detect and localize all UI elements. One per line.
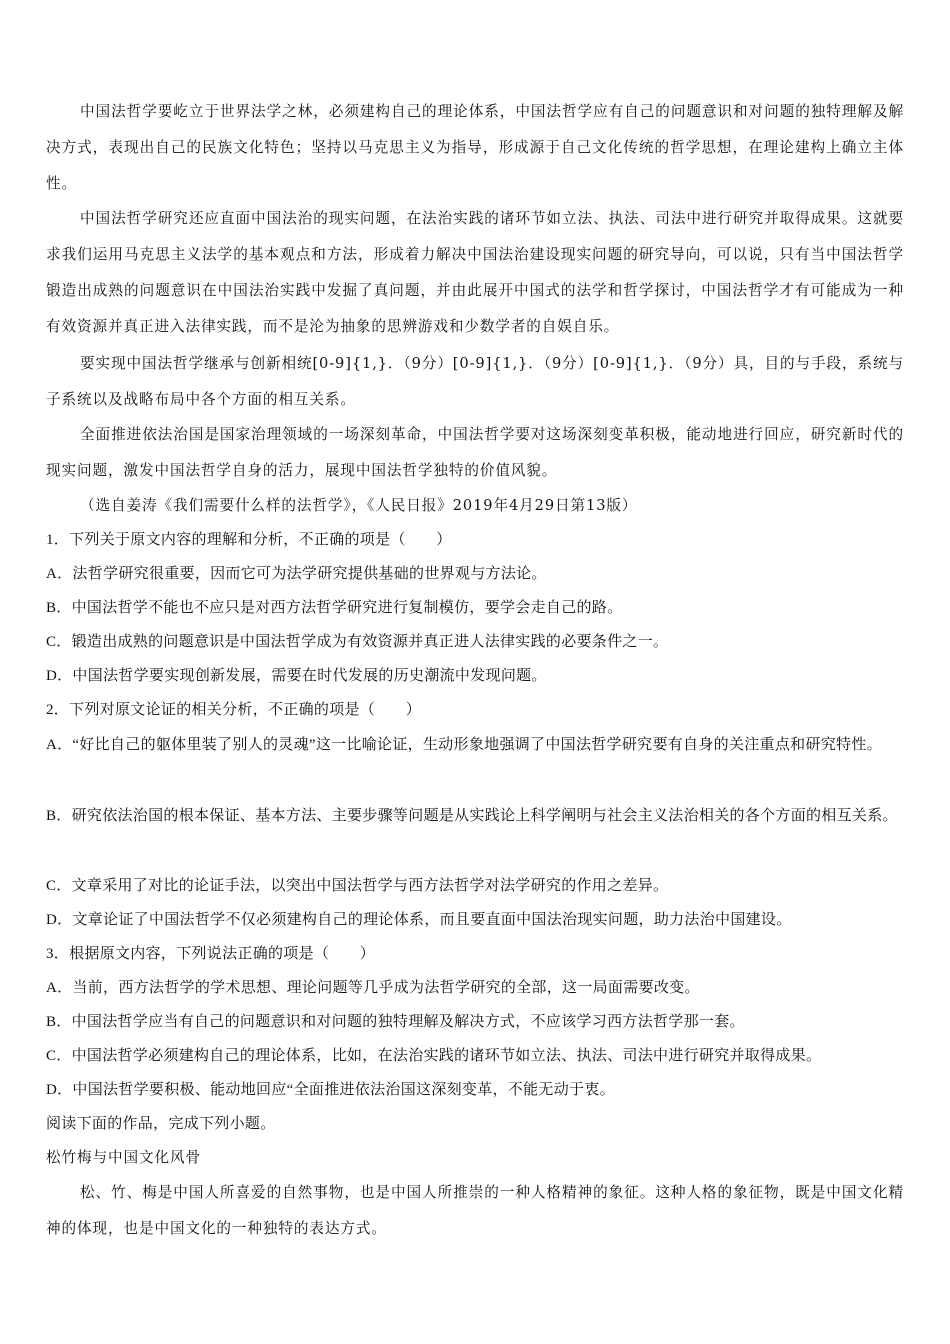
passage-source: （选自姜涛《我们需要什么样的法哲学》，《人民日报》2019年4月29日第13版）	[80, 497, 638, 514]
question-2-option-b: B．研究依法治国的根本保证、基本方法、主要步骤等问题是从实践论上科学阐明与社会主义法治相关的各个方面的相互关系。	[46, 808, 898, 824]
passage-paragraph-2: 中国法哲学研究还应直面中国法治的现实问题，在法治实践的诸环节如立法、执法、司法中进行研究并取得成果。这就要求我们运用马克思主义法学的基本观点和方法，形成着力解决中国法治建设现实问题的研究导向，可以说，只有当中国法哲学锻造出成熟的问题意识在中国法治实践中发掘了真问题，并由此展开中国式的法学和哲学探讨，中国法哲学才有可能成为一种有效资源并真正进入法律实践，而不是沦为抽象的思辨游戏和少数学者的自娱自乐。	[46, 210, 904, 335]
question-1-option-a: A．法哲学研究很重要，因而它可为法学研究提供基础的世界观与方法论。	[46, 566, 547, 582]
question-1-option-b: B．中国法哲学不能也不应只是对西方法哲学研究进行复制模仿，要学会走自己的路。	[46, 600, 623, 616]
question-3-stem: 3．根据原文内容，下列说法正确的项是（ ）	[46, 946, 376, 962]
article-title: 松竹梅与中国文化风骨	[46, 1149, 201, 1166]
question-2-option-c: C．文章采用了对比的论证手法，以突出中国法哲学与西方法哲学对法学研究的作用之差异。	[46, 878, 669, 894]
question-3-option-c: C．中国法哲学必须建构自己的理论体系，比如，在法治实践的诸环节如立法、执法、司法中进行研究并取得成果。	[46, 1048, 822, 1064]
reading-instruction: 阅读下面的作品，完成下列小题。	[46, 1116, 276, 1132]
question-2-option-a: A．“好比自己的躯体里装了别人的灵魂”这一比喻论证，生动形象地强调了中国法哲学研究要有自身的关注重点和研究特性。	[46, 737, 882, 753]
question-3-option-d: D．中国法哲学要积极、能动地回应“全面推进依法治国这深刻变革，不能无动于衷。	[46, 1082, 615, 1098]
passage-paragraph-1: 中国法哲学要屹立于世界法学之林，必须建构自己的理论体系，中国法哲学应有自己的问题意识和对问题的独特理解及解决方式，表现出自己的民族文化特色；坚持以马克思主义为指导，形成源于自己文化传统的哲学思想，在理论建构上确立主体性。	[46, 103, 904, 192]
question-1-stem: 1．下列关于原文内容的理解和分析，不正确的项是（ ）	[46, 532, 452, 548]
question-2-option-d: D．文章论证了中国法哲学不仅必须建构自己的理论体系，而且要直面中国法治现实问题，助力法治中国建设。	[46, 912, 792, 928]
question-1-option-c: C．锻造出成熟的问题意识是中国法哲学成为有效资源并真正进人法律实践的必要条件之一。	[46, 634, 669, 650]
question-1-option-d: D．中国法哲学要实现创新发展，需要在时代发展的历史潮流中发现问题。	[46, 668, 547, 684]
question-3-option-b: B．中国法哲学应当有自己的问题意识和对问题的独特理解及解决方式，不应该学习西方法哲学那一套。	[46, 1014, 745, 1030]
passage-paragraph-4: 全面推进依法治国是国家治理领域的一场深刻革命，中国法哲学要对这场深刻变革积极，能动地进行回应，研究新时代的现实问题，激发中国法哲学自身的活力，展现中国法哲学独特的价值风貌。	[46, 426, 904, 479]
question-3-option-a: A．当前，西方法哲学的学术思想、理论问题等几乎成为法哲学研究的全部，这一局面需要改变。	[46, 980, 700, 996]
passage-paragraph-3: 要实现中国法哲学继承与创新相统[0-9]{1,}．（9分）[0-9]{1,}．（9分）[0-9]{1,}．（9分）具，目的与手段，系统与子系统以及战略布局中各个方面的相互关系。	[46, 355, 904, 408]
article-paragraph-1: 松、竹、梅是中国人所喜爱的自然事物，也是中国人所推崇的一种人格精神的象征。这种人格的象征物，既是中国文化精神的体现，也是中国文化的一种独特的表达方式。	[46, 1184, 904, 1237]
question-2-stem: 2．下列对原文论证的相关分析，不正确的项是（ ）	[46, 702, 422, 718]
